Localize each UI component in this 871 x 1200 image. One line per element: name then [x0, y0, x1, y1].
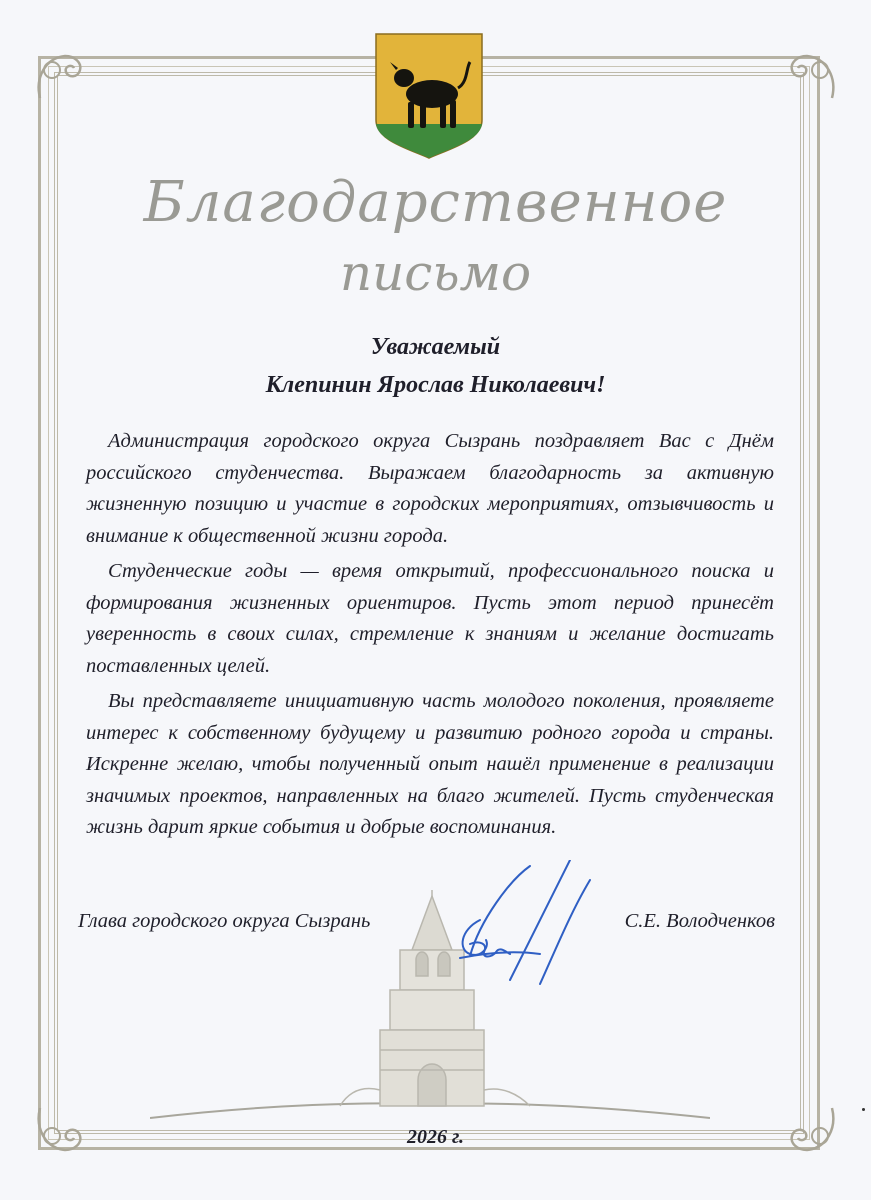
document-title: Благодарственное: [143, 170, 728, 235]
paragraph: Вы представляете инициативную часть молодого поколения, проявляете интерес к собственному будущему и развитию родного города и страны. Искренне желаю, чтобы полученный опыт нашёл применение в реализации значимых проектов, направленных на благо жителей. Пусть студенческая жизнь дарит яркие события и добрые воспоминания.: [86, 690, 774, 838]
scan-dot: [862, 1108, 865, 1111]
document-subtitle: письмо: [339, 244, 532, 302]
handwritten-signature: [440, 860, 620, 990]
paragraph: Администрация городского округа Сызрань поздравляет Вас с Днём российского студенчества. Выражаем благодарность за активную жизненную позицию и участие в городских мероприятиях, отзывчивость и внимание к общественной жизни города.: [86, 430, 774, 547]
document-year: 2026 г.: [406, 1126, 465, 1148]
coat-of-arms-bull-icon: [374, 32, 484, 160]
recipient-name: Клепинин Ярослав Николаевич!: [265, 372, 606, 398]
signer-name: С.Е. Володченков: [624, 910, 775, 932]
salutation-greeting: Уважаемый: [370, 334, 501, 360]
ornament-corner-icon: [30, 48, 90, 108]
paragraph: Студенческие годы — время открытий, профессионального поиска и формирования жизненных ориентиров. Пусть этот период принесёт уверенность в своих силах, стремление к знаниям и желание достигать поставленных целей.: [86, 560, 774, 677]
signer-position: Глава городского округа Сызрань: [78, 910, 371, 932]
ornament-corner-icon: [782, 48, 842, 108]
letter-body: [86, 426, 774, 848]
